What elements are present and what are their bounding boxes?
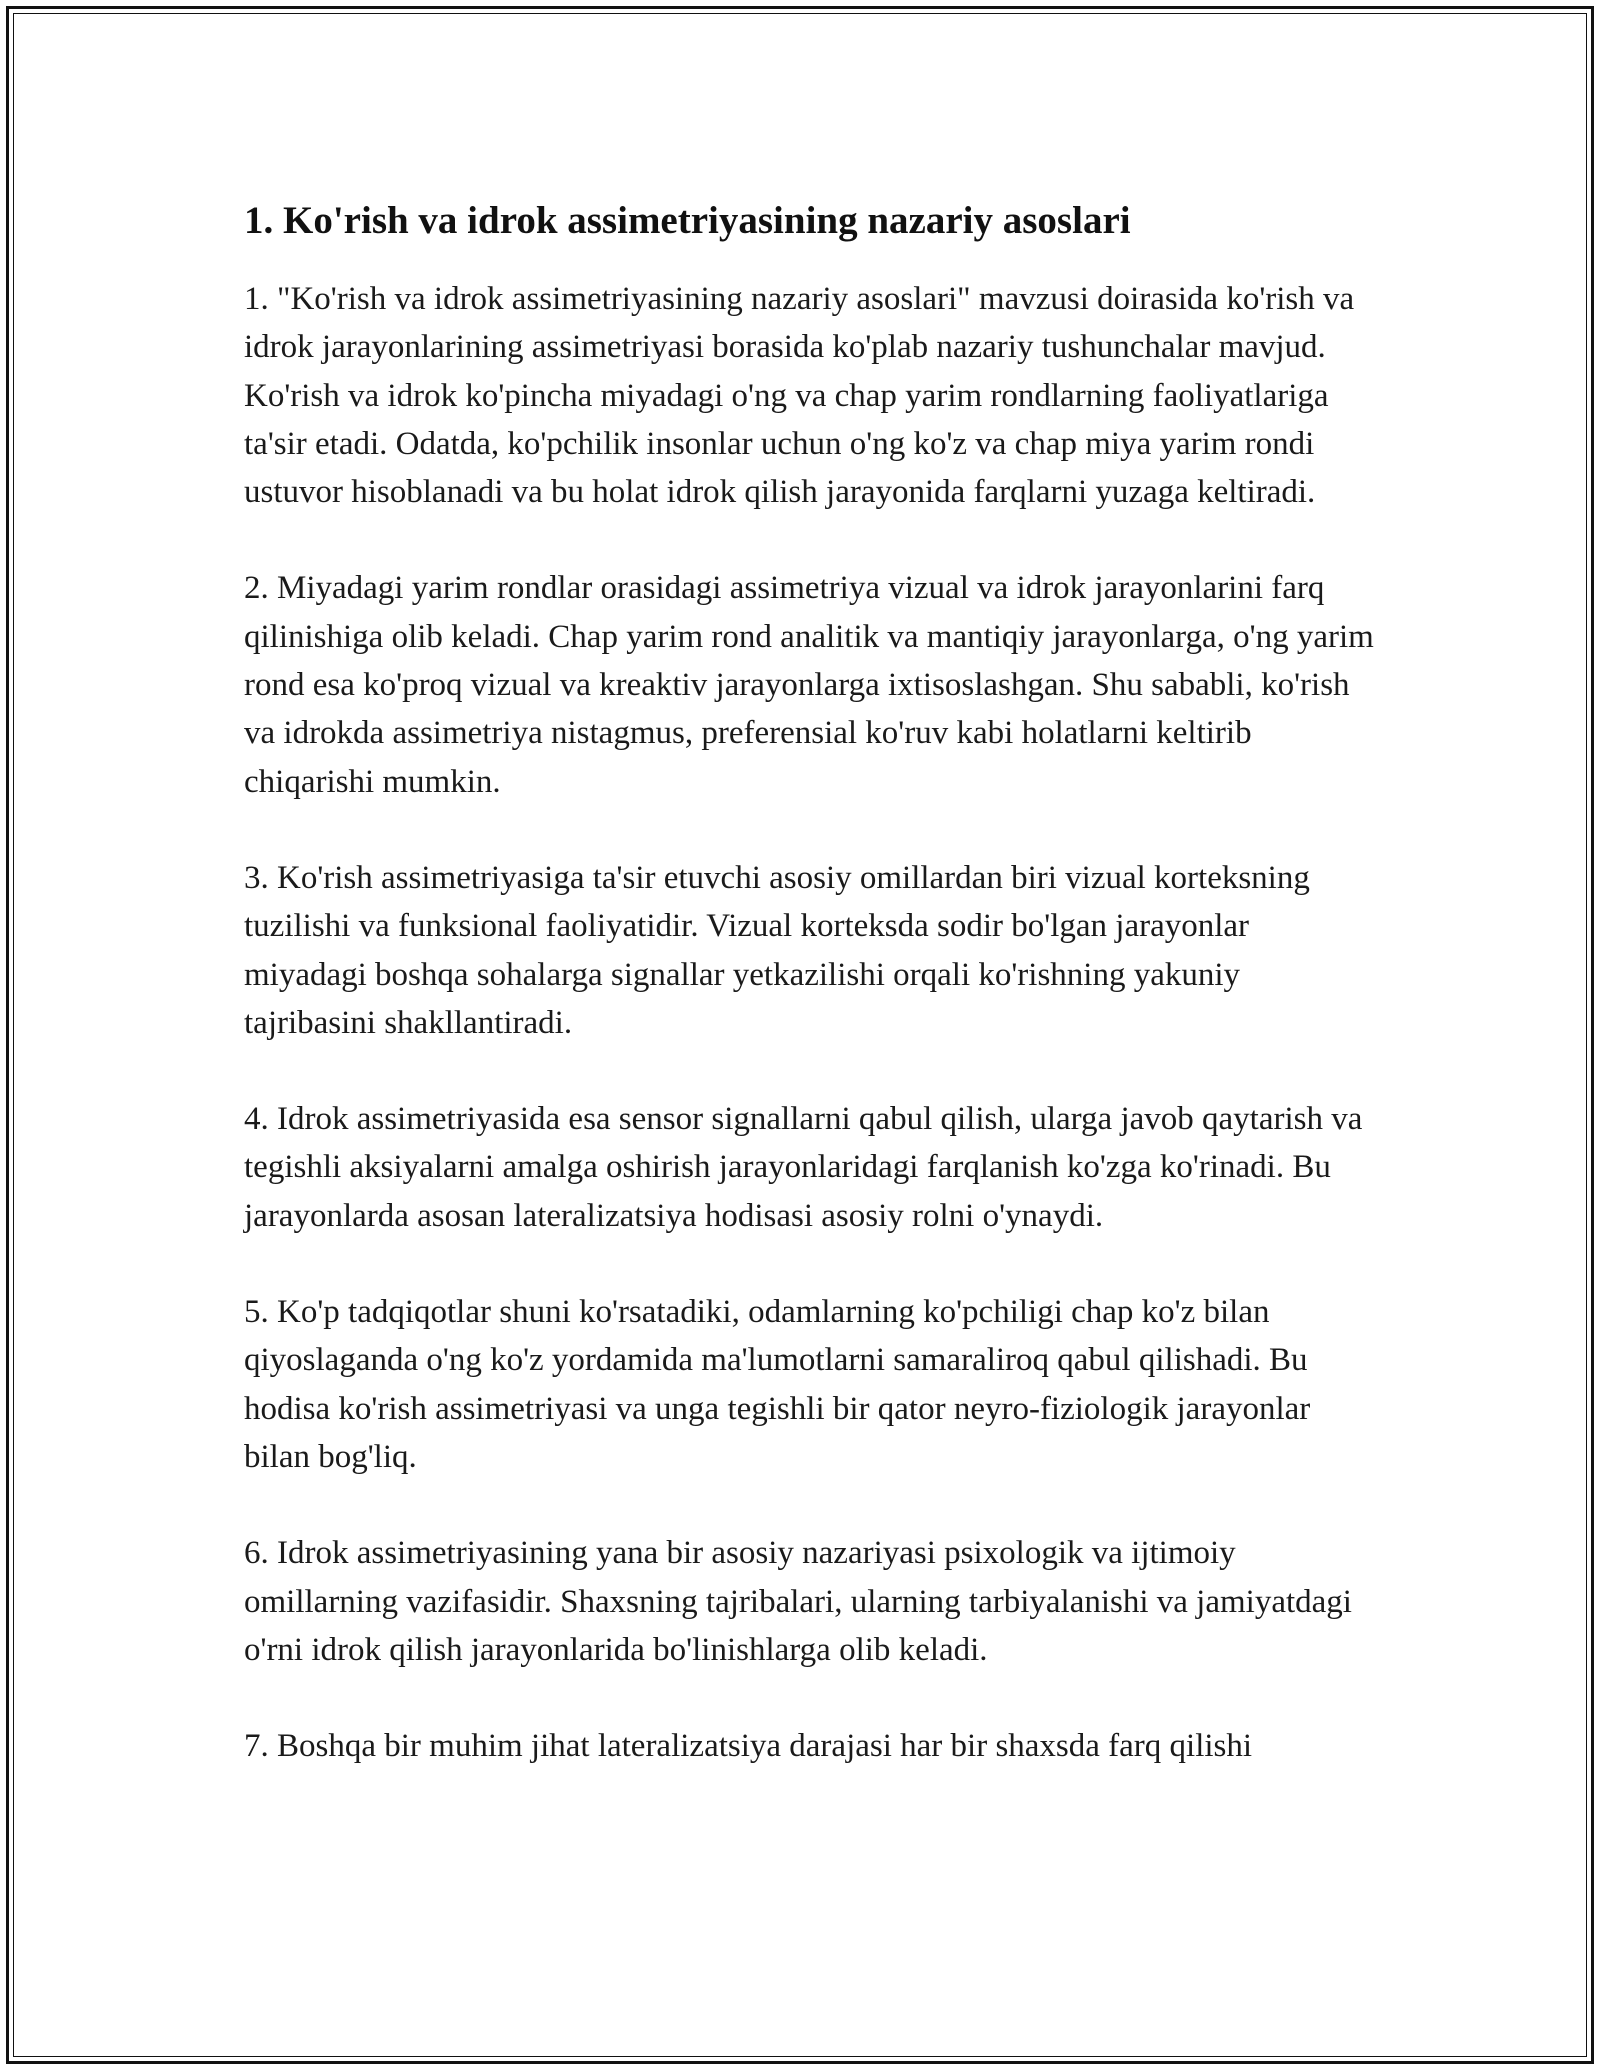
section-heading: 1. Ko'rish va idrok assimetriyasining nazariy asoslari <box>244 199 1131 242</box>
paragraph-5: 5. Ko'p tadqiqotlar shuni ko'rsatadiki, odamlarning ko'pchiligi chap ko'z bilan qiyoslaganda o'ng ko'z yordamida ma'lumotlarni samaraliroq qabul qilishadi. Bu hodisa ko'rish assimetriyasi va unga tegishli bir qator neyro-fiziologik jarayonlar bilan bog'liq. <box>244 1294 1311 1475</box>
paragraph-6: 6. Idrok assimetriyasining yana bir asosiy nazariyasi psixologik va ijtimoiy omillarning vazifasidir. Shaxsning tajribalari, ularning tarbiyalanishi va jamiyatdagi o'rni idrok qilish jarayonlarida bo'linishlarga olib keladi. <box>244 1535 1352 1668</box>
paragraph-4: 4. Idrok assimetriyasida esa sensor signallarni qabul qilish, ularga javob qaytarish va tegishli aksiyalarni amalga oshirish jarayonlaridagi farqlanish ko'zga ko'rinadi. Bu jarayonlarda asosan lateralizatsiya hodisasi asosiy rolni o'ynaydi. <box>244 1101 1363 1234</box>
paragraph-3: 3. Ko'rish assimetriyasiga ta'sir etuvchi asosiy omillardan biri vizual korteksning tuzilishi va funksional faoliyatidir. Vizual korteksda sodir bo'lgan jarayonlar miyadagi boshqa sohalarga signallar yetkazilishi orqali ko'rishning yakuniy tajribasini shakllantiradi. <box>244 859 1310 1041</box>
page-frame <box>6 6 1594 2064</box>
paragraph-1: 1. "Ko'rish va idrok assimetriyasining nazariy asoslari" mavzusi doirasida ko'rish va idrok jarayonlarining assimetriyasi borasida ko'plab nazariy tushunchalar mavjud. Ko'rish va idrok ko'pincha miyadagi o'ng va chap yarim rondlarning faoliyatlariga ta'sir etadi. Odatda, ko'pchilik insonlar uchun o'ng ko'z va chap miya yarim rondi ustuvor hisoblanadi va bu holat idrok qilish jarayonida farqlarni yuzaga keltiradi. <box>244 281 1355 511</box>
paragraph-7: 7. Boshqa bir muhim jihat lateralizatsiya darajasi har bir shaxsda farq qilishi <box>244 1728 1253 1765</box>
document-body <box>244 195 1374 1818</box>
paragraph-2: 2. Miyadagi yarim rondlar orasidagi assimetriya vizual va idrok jarayonlarini farq qilinishiga olib keladi. Chap yarim rond analitik va mantiqiy jarayonlarga, o'ng yarim rond esa ko'proq vizual va kreaktiv jarayonlarga ixtisoslashgan. Shu sababli, ko'rish va idrokda assimetriya nistagmus, preferensial ko'ruv kabi holatlarni keltirib chiqarishi mumkin. <box>244 570 1374 800</box>
